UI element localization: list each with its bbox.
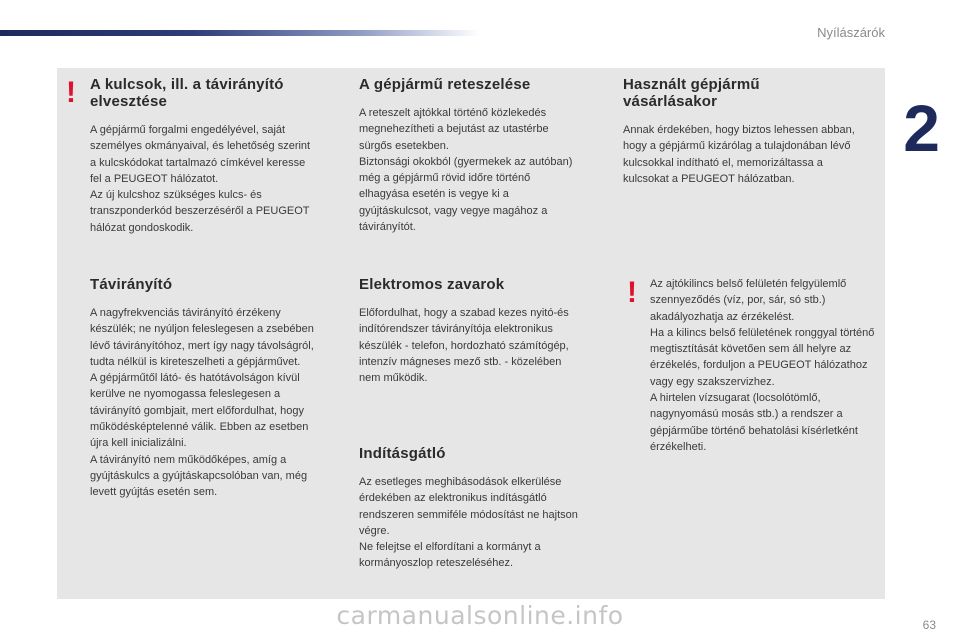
section-title: A kulcsok, ill. a távirányító elvesztése <box>90 76 284 110</box>
section-lost-keys <box>90 76 315 236</box>
section-immobiliser <box>359 445 589 572</box>
section-title: Használt gépjármű vásárlásakor <box>623 76 760 110</box>
watermark: carmanualsonline.info <box>336 601 624 630</box>
page-number: 63 <box>922 618 936 632</box>
section-body: A gépjármű forgalmi engedélyével, saját személyes okmányaival, és lehetőség szerint a kulcskódokat tartalmazó címkével keresse fel a PEUGEOT hálózatot. Az új kulcshoz szükséges kulcs- és transzponderkód beszerzéséről a PEUGEOT hálózat gondoskodik. <box>90 124 311 234</box>
section-title: A gépjármű reteszelése <box>359 76 531 93</box>
header-gradient-bar <box>0 30 480 36</box>
section-title: Elektromos zavarok <box>359 276 505 293</box>
section-body: Az esetleges meghibásodások elkerülése érdekében az elektronikus indításgátló rendszeren semmiféle módosítást ne hajtson végre. Ne felejtse el elfordítani a kormányt a kormányoszlop reteszeléséhez. <box>359 476 578 570</box>
section-body: A reteszelt ajtókkal történő közlekedés megnehezítheti a bejutást az utastérbe sürgős esetekben. Biztonsági okokból (gyermekek az autóban) még a gépjármű rövid időre történő elhagyása esetén is vegye ki a gyújtáskulcsot, vagy vegye magához a távirányítót. <box>359 107 573 234</box>
section-remote <box>90 276 315 501</box>
chapter-number: 2 <box>903 91 940 165</box>
content-panel <box>57 68 885 599</box>
section-body: Az ajtókilincs belső felületén felgyülemlő szennyeződés (víz, por, sár, só stb.) akadályozhatja az érzékelést. Ha a kilincs belső felületének ronggyal történő megtisztítását követően sem áll helyre az érzékelés, forduljon a PEUGEOT hálózathoz vagy egy szakszervizhez. A hirtelen vízsugarat (locsolótömlő, nagynyomású mosás stb.) a rendszer a gépjárműbe történő behatolási kísérletként érzékelheti. <box>650 278 875 453</box>
chapter-title: Nyílászárók <box>817 25 885 40</box>
warning-icon: ! <box>627 276 637 309</box>
section-used-vehicle <box>623 76 858 187</box>
section-electrical <box>359 276 579 386</box>
section-body: Előfordulhat, hogy a szabad kezes nyitó-és indítórendszer távirányítója elektronikus készülék - telefon, hordozható számítógép, intenzív mágneses mező stb. - közelében nem működik. <box>359 307 569 385</box>
section-handle-warning <box>650 276 880 455</box>
section-title: Indításgátló <box>359 445 446 462</box>
section-locking <box>359 76 579 235</box>
section-body: A nagyfrekvenciás távirányító érzékeny készülék; ne nyúljon feleslegesen a zsebében lévő távirányítóhoz, mert így nagy távolságról, tudta nélkül is kireteszelheti a gépjárművet. A gépjárműtől látó- és hatótávolságon kívül kerülve ne nyomogassa feleslegesen a távirányító gombjait, mert előfordulhat, hogy működésképtelenné válik. Ebben az esetben újra kell inicializálni. A távirányító nem működőképes, amíg a gyújtáskulcs a gyújtáskapcsolóban van, még levett gyújtás esetén sem. <box>90 307 314 499</box>
section-title: Távirányító <box>90 276 173 293</box>
section-body: Annak érdekében, hogy biztos lehessen abban, hogy a gépjármű kizárólag a tulajdonában lévő kulcsokkal indítható el, memorizáltassa a kulcsokat a PEUGEOT hálózatban. <box>623 124 855 185</box>
warning-icon: ! <box>66 76 76 109</box>
